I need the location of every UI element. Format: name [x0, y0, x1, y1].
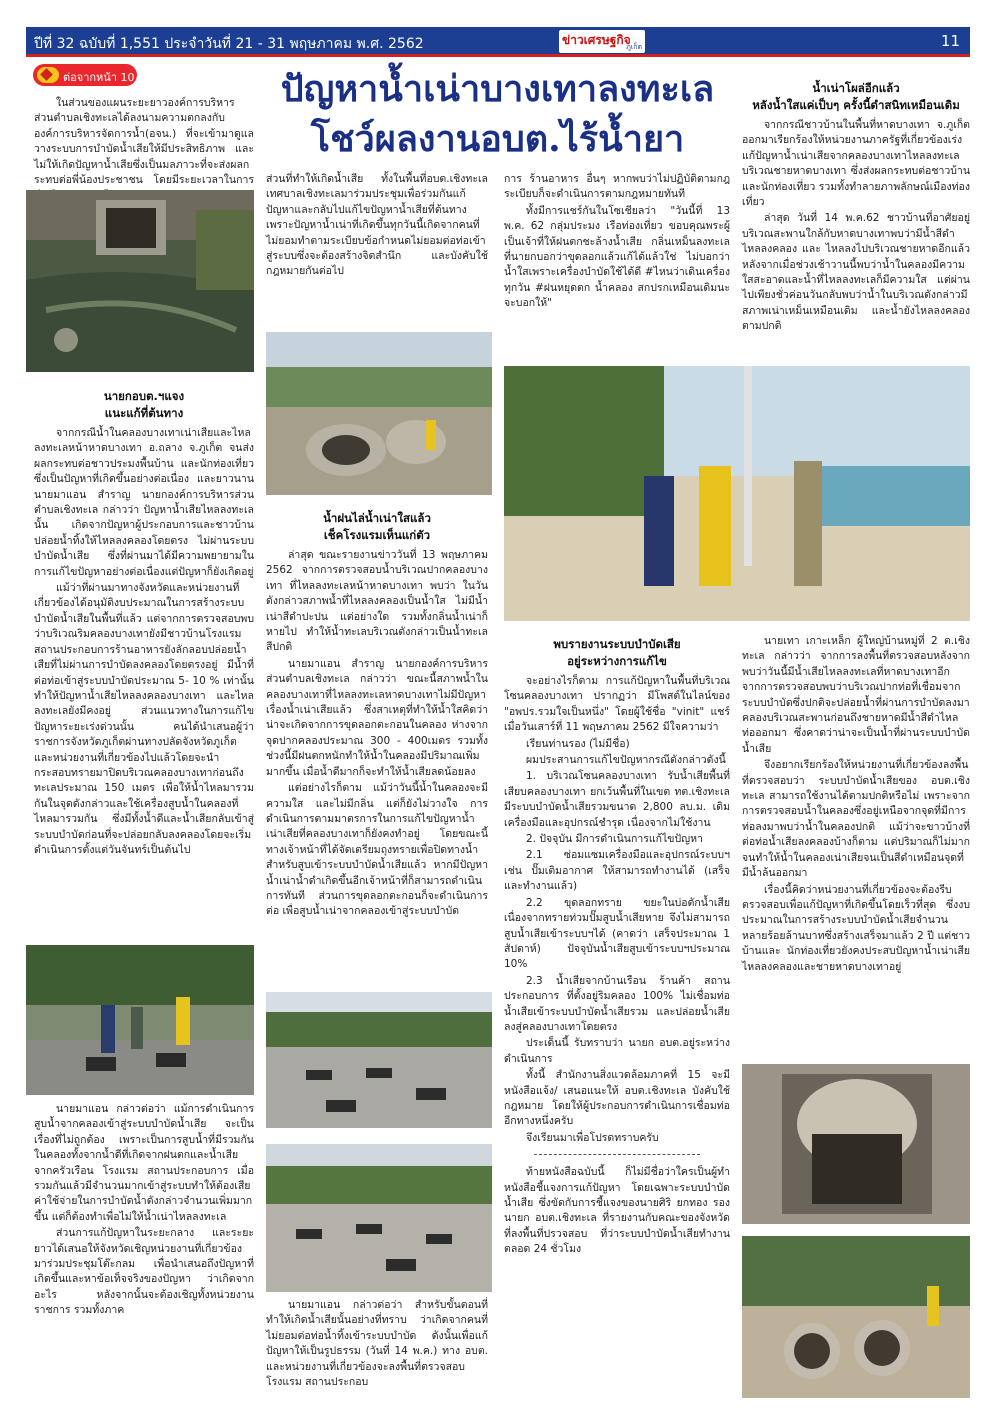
column-1-bottom	[34, 1102, 254, 1320]
column-4-body	[742, 634, 970, 976]
paragraph: 2.2 ขุดลอกทราย ขยะในบ่อดักน้ำเสีย เนื่องจากทรายท่วมปั๊มสูบน้ำเสียหาย จึงไม่สามารถสูบน้ำเสียเข้าระบบฯได้ (คาดว่า เสร็จประมาณ 1 สัปดาห์) ปัจจุบันน้ำเสียสูบเข้าระบบฯประมาณ 10%	[504, 896, 730, 971]
photo-drain-outlet	[26, 190, 254, 372]
paragraph: 2. ปัจจุบัน มีการดำเนินการแก้ไขปัญหา	[526, 833, 703, 846]
page-number: 11	[940, 32, 960, 50]
paragraph: เรียนท่านรอง (ไม่มีชื่อ)	[526, 737, 630, 750]
logo-subtext: ภูเก็ต	[626, 43, 642, 51]
column-2-body	[266, 508, 488, 921]
column-1-intro	[34, 96, 254, 205]
photo-pipes-on-beach	[742, 1236, 970, 1398]
column-1-body	[34, 386, 254, 859]
photo-road-work-site	[266, 1144, 492, 1292]
photo-road-with-covers	[266, 992, 492, 1128]
paragraph: นายมาแอน กล่าวต่อว่า สำหรับขั้นตอนที่ทำให้เกิดน้ำเสียนั้นอย่างที่ทราบ ว่าเกิดจากคนที่ไม่ยอมต่อท่อน้ำทิ้งเข้าระบบบำบัด ดังนั้นเพื่อแก้ปัญหาให้เป็นรูปธรรม (วันที่ 14 พ.ค.) ทาง อบต. และหน่วยงานที่เกี่ยวข้องจะลงพื้นที่ตรวจสอบโรงแรม สถานประกอบ	[266, 1299, 488, 1389]
paragraph: เรื่องนี้คิดว่าหน่วยงานที่เกี่ยวข้องจะต้องรีบตรวจสอบเพื่อแก้ปัญหาที่เกิดขึ้นโดยเร็วที่สุด ซึ่งงบประมาณในการสร้างระบบบำบัดน้ำเสียจำนวนหลายร้อยล้านบาทซึ่งสร้างเสร็จมาแล้ว 2 ปี แต่ชาวบ้านและ นักท่องเที่ยวยังคงประสบปัญหาน้ำเน่าเสียไหลลงคลองและชายหาดบางเทาอยู่	[742, 883, 970, 973]
paragraph: ส่วนที่ทำให้เกิดน้ำเสีย ทั้งในพื้นที่อบต.เชิงทะเลเทศบาลเชิงทะเลมาร่วมประชุมเพื่อร่วมกันแก้ปัญหาและกลับไปแก้ไขปัญหาน้ำเสียที่ต้นทาง เพราะปัญหาน้ำเน่าที่เกิดขึ้นทุกวันนี้เกิดจากคนที่ไม่ยอมทำตามระเบียบข้อกำหนดไม่ยอมต่อท่อเข้าสู่ระบบซึ่งจะต้องสร้างจิตสำนึก และบังคับใช้กฎหมายกันต่อไป	[266, 173, 488, 278]
continued-from-tag	[33, 64, 137, 86]
headline	[250, 64, 745, 164]
paragraph: แต่อย่างไรก็ตาม แม้ว่าวันนี้น้ำในคลองจะมีความใส และไม่มีกลิ่น แต่ก็ยังไม่วางใจ การดำเนินการตามมาตรการในการแก้ไขปัญหาน้ำเน่าเสียที่คลองบางเทาก็ยังคงทำอยู่ โดยขณะนี้ทางเจ้าหน้าที่ได้จัดเตรียมถุงทรายเพื่อปิดทางน้ำสำหรับสูบเข้าระบบบำบัดน้ำเสียแล้ว หากมีปัญหาน้ำเน่าน้ำดำเกิดขึ้นอีกเจ้าหน้าที่ก็สามารถดำเนินการทันที ส่วนการขุดลอกตะกอนก็จะดำเนินการต่อ เพื่อสูบน้ำเน่าจากคลองเข้าสู่ระบบบำบัด	[266, 782, 488, 918]
paragraph: จึงอยากเรียกร้องให้หน่วยงานที่เกี่ยวข้องลงพื้นที่ตรวจสอบว่า ระบบบำบัดน้ำเสียของ อบต.เชิงทะเล สามารถใช้งานได้ตามปกติหรือไม่ เพราะจากการตรวจสอบน้ำในคลองซึ่งอยู่เหนือจากจุดที่มีการท่อลงมาพบว่าน้ำในคลองปกติ แม้ว่าจะขาวบ้างที่ต่อท่อน้ำเสียลงคลองบ้างก็ตาม แต่ปริมาณก็ไม่มากจนทำให้น้ำในคลองเน่าเสียจนเป็นสีดำเหมือนจุดที่มีน้ำล้นออกมา	[742, 759, 970, 880]
column-3-top	[504, 172, 730, 313]
paragraph: ส่วนการแก้ปัญหาในระยะกลาง และระยะยาวได้เสนอให้จังหวัดเชิญหน่วยงานที่เกี่ยวข้องมาร่วมประชุมโต๊ะกลม เพื่อนำเสนอถึงปัญหาที่เกิดขึ้นและหาข้อเท็จจริงของปัญหา ว่าเกิดจากอะไร หลังจากนั้นจะต้องเชิญทั้งหน่วยงานราชการ รวมทั้งภาค	[34, 1227, 254, 1317]
column-3-body	[504, 634, 730, 1259]
logo-text: ข่าวเศรษฐกิจ	[562, 33, 631, 47]
paragraph: แม้ว่าที่ผ่านมาทางจังหวัดและหน่วยงานที่เกี่ยวข้องได้อนุมัติงบประมาณในการสร้างระบบบำบัดน้ำเสียในพื้นที่แล้ว แต่จากการตรวจสอบพบว่าบริเวณริมคลองบางเทายังมีชาวบ้านโรงแรมสถานประกอบการร้านอาหารยังลักลอบปล่อยน้ำเสียที่ไม่ผ่านการบำบัดลงคลองโดยตรงอยู่ มีน้ำที่ต่อท่อเข้าสู่ระบบบำบัดประมาณ 5- 10 % เท่านั้นทำให้ปัญหาน้ำเสียไหลลงคลองบางเทา และไหลลงทะเลยังมีคงอยู่ ส่วนแนวทางในการแก้ไขปัญหาระยะเร่งด่วนนั้น คนได้นำเสนอผู้ว่าราชการจังหวัดภูเก็ตผ่านทางปลัดจังหวัดภูเก็ต และหน่วยงานที่เกี่ยวข้องไปแล้วโดยจะนำกระสอบทรายมาปิดบริเวณคลองบางเทาก่อนถึงทะเลประมาณ 150 เมตร เพื่อให้น้ำไหลมารวมกันในจุดดังกล่าวและใช้เครื่องสูบน้ำในคลองที่ไหลมารวมกัน ซึ่งมีทั้งน้ำดีและน้ำเสียกลับเข้าสู่ระบบบำบัดก่อนที่จะปล่อยกลับลงคลองโดยจะเริ่มดำเนินการตั้งแต่วันจันทร์เป็นต้นไป	[34, 582, 254, 856]
subhead-chief-explains: นายกอบต.ฯแจง แนะแก้ที่ต้นทาง	[103, 389, 185, 420]
issue-line: ปีที่ 32 ฉบับที่ 1,551 ประจำวันที่ 21 - 31 พฤษภาคม พ.ศ. 2562	[34, 36, 424, 52]
newspaper-logo	[559, 30, 645, 53]
subhead-water-rotten-again: น้ำเน่าโผล่อีกแล้ว หลังน้ำใสแค่เป็บๆ ครั้งนี้ดำสนิทเหมือนเดิม	[752, 81, 960, 112]
paragraph: ทั้งมีการแชร์กันในโซเชียลว่า "วันนี้ที่ 13 พ.ค. 62 กลุ่มประมง เรือท่องเที่ยว ขอบคุณพระผู้เป็นเจ้าที่ให้ฝนตกชะล้างน้ำเสีย กลิ่นเหม็นลงทะเล ที่นายกบอกว่าขุดลอกแล้วแก้ได้แล้วใช่ ไม่บอกว่า น้ำใสเพราะเครื่องบำบัดใช้ได้ดี #ไหนว่าเดินเครื่องทุกวัน #ฝนหยุดตก น้ำคลอง สกปรกเหมือนเดิมนะ จะบอกให้"	[504, 204, 730, 310]
divider	[534, 1154, 700, 1155]
paragraph: จึงเรียนมาเพื่อโปรดทราบครับ	[526, 1131, 659, 1144]
paragraph: จากกรณีน้ำในคลองบางเทาเน่าเสียและไหลลงทะเลหน้าหาดบางเทา อ.ถลาง จ.ภูเก็ต จนส่งผลกระทบต่อชาวประมงพื้นบ้าน และนักท่องเที่ยวซึ่งเป็นปัญหาที่เกิดขึ้นอย่างต่อเนื่อง และยาวนาน นายมาแอน สำราญ นายกองค์การบริหารส่วนตำบลเชิงทะเล กล่าวว่า ปัญหาน้ำเสียไหลลงทะเลนั้น เกิดจากปัญหาผู้ประกอบการและชาวบ้านปล่อยน้ำทิ้งให้ไหลลงคลองโดยตรง ไม่ผ่านระบบบำบัดน้ำเสีย ซึ่งที่ผ่านมาได้มีความพยายามในการแก้ไขปัญหาอย่างต่อเนื่องแต่ปัญหาก็ยังเกิดอยู่	[34, 427, 254, 578]
paragraph: ประเด็นนี้ รับทราบว่า นายก อบต.อยู่ระหว่างดำเนินการ	[504, 1037, 730, 1065]
paragraph: นายมาแอน กล่าวต่อว่า แม้การดำเนินการสูบน้ำจากคลองเข้าสู่ระบบบำบัดน้ำเสีย จะเป็นเรื่องที่ไม่ถูกต้อง เพราะเป็นการสูบน้ำที่มีรวมกันในคลองทั้งจากน้ำดีที่เกิดจากฝนตกและน้ำเสียจากครัวเรือน โรงแรม สถานประกอบการ เมื่อรวมกันแล้วมีจำนวนมากเข้าสู่ระบบทำให้ต้องเสียค่าใช้จ่ายในการบำบัดน้ำดังกล่าวจำนวนเพิ่มมากขึ้น แต่ก็ต้องทำเพื่อไม่ให้น้ำเน่าไหลลงทะเล	[34, 1103, 254, 1223]
subhead-rain-clears-water: น้ำฝนไล่น้ำเน่าใสแล้ว เช็คโรงแรมเห็นแก่ตัว	[323, 511, 431, 542]
photo-broken-pipes	[266, 332, 492, 495]
subhead-treatment-report: พบรายงานระบบบำบัดเสีย อยู่ระหว่างการแก้ไข	[553, 637, 681, 668]
column-2-bottom	[266, 1298, 488, 1391]
photo-pipe-outlet	[742, 1064, 970, 1224]
paragraph: ล่าสุด ขณะรายงานข่าววันที่ 13 พฤษภาคม 2562 จากการตรวจสอบน้ำบริเวณปากคลองบางเทา ที่ไหลลงทะเลหน้าหาดบางเทา พบว่า ในวันดังกล่าวสภาพน้ำที่ไหลลงคลองเป็นน้ำใส ไม่มีน้ำเน่าสีดำปะปน แต่อย่างใด รวมทั้งกลิ่นน้ำเน่าก็หายไป ทำให้น้ำทะเลบริเวณดังกล่าวเป็นน้ำทะเลสีปกติ	[266, 549, 488, 654]
paragraph: ทั้งนี้ สำนักงานสิ่งแวดล้อมภาคที่ 15 จะมีหนังสือแจ้ง/ เสนอแนะให้ อบต.เชิงทะเล บังคับใช้กฎหมาย โดยให้ผู้ประกอบการดำเนินการเชื่อมท่ออีกทางหนึ่งครับ	[504, 1069, 730, 1128]
masthead-bar	[26, 27, 970, 57]
intro-paragraph: ในส่วนของแผนระยะยาวองค์การบริหารส่วนตำบลเชิงทะเลได้ลงนามความตกลงกับ องค์การบริหารจัดการน้ำ(อจน.) ที่จะเข้ามาดูแลวางระบบการบำบัดน้ำเสียให้มีประสิทธิภาพ และไม่ให้เกิดปัญหาน้ำเสียซึ่งเป็นมลภาวะที่จะส่งผลกระทบต่อพี่น้องประชาชน โดยมีระยะเวลาในการ	[34, 97, 254, 187]
photo-officials-on-road	[26, 945, 254, 1095]
paragraph: 1. บริเวณโซนคลองบางเทา รับน้ำเสียพื้นที่เสียบคลองบางเทา ยกเว้นพื้นที่ในเขต ทต.เชิงทะเล มีระบบบำบัดน้ำเสียรวมขนาด 2,800 ลบ.ม. เดิมเครื่องมือและอุปกรณ์ชำรุด เนื่องจากไม่ใช้งาน	[504, 770, 730, 829]
paragraph: นายมาแอน สำราญ นายกองค์การบริหารส่วนตำบลเชิงทะเล กล่าวว่า ขณะนี้สภาพน้ำในคลองบางเทาที่ไหลลงทะเลหาดบางเทาไม่มีปัญหาเรื่องน้ำเน่าเสียแล้ว ซึ่งสาเหตุที่ทำให้น้ำใสคิดว่า น่าจะเกิดจากการขุดลอกตะกอนในคลอง ห่างจากจุดปากคลองประมาณ 300 - 400เมตร รวมทั้งช่วงนี้มีฝนตกหนักทำให้น้ำในคลองมีปริมาณเพิ่มมากขึ้น เมื่อน้ำดีมากก็จะทำให้น้ำเสียลดน้อยลง	[266, 657, 488, 778]
column-2-top	[266, 172, 488, 281]
photo-beach-inspection	[504, 366, 970, 621]
paragraph: ท้ายหนังสือฉบับนี้ ก็ไม่มีชื่อว่าใครเป็นผู้ทำหนังสือชี้แจงการแก้ปัญหา โดยเฉพาะระบบบำบัดน้ำเสีย ซึ่งขัดกับการชี้แจงของนายศิริ ยกทอง รองนายก อบต.เชิงทะเล ที่รายงานกับคณะของจังหวัดที่ลงพื้นที่ปรวจสอบ ที่ว่าระบบบำบัดน้ำเสียทำงานตลอด 24 ชั่วโมง	[504, 1166, 730, 1256]
column-4-top	[742, 78, 970, 336]
paragraph: ผมประสานการแก้ไขปัญหากรณีดังกล่าวดังนี้	[526, 754, 726, 767]
paragraph: นายเทา เกาะเหล็ก ผู้ใหญ่บ้านหมู่ที่ 2 ต.เชิงทะเล กล่าวว่า จากการลงพื้นที่ตรวจสอบหลังจากพบว่าวันนี้มีน้ำเสียไหลลงทะเลที่หาดบางเทาอีก จากการตรวจสอบพบว่าบริเวณปากท่อที่เชื่อมจากระบบบำบัดซึ่งปกติจะปล่อยน้ำที่ผ่านการบำบัดลงมาคลองบริเวณสะพานก่อนถึงชายหาดมีน้ำสีดำไหลท่อออกมา ซึ่งคาดว่าน่าจะเป็นน้ำที่ผ่านระบบบำบัดน้ำเสีย	[742, 635, 970, 755]
paragraph: จะอย่างไรก็ตาม การแก้ปัญหาในพื้นที่บริเวณโซนคลองบางเทา ปรากฏว่า มีโพสต์ในไลน์ของ "อพปร.รวมใจเป็นหนึ่ง" โดยผู้ใช้ชื่อ "vinit" แชร์เมื่อวันเสาร์ที่ 11 พฤษภาคม 2562 มีใจความว่า	[504, 675, 730, 734]
paragraph: 2.3 น้ำเสียจากบ้านเรือน ร้านค้า สถานประกอบการ ที่ตั้งอยู่ริมคลอง 100% ไม่เชื่อมท่อน้ำเสียเข้าระบบบำบัดน้ำเสียรวม และปล่อยน้ำเสียลงสู่คลองบางเทาโดยตรง	[504, 974, 730, 1033]
headline-line-2: โชว์ผลงานอบต.ไร้น้ำยา	[310, 118, 685, 160]
paragraph: จากกรณีชาวบ้านในพื้นที่หาดบางเทา จ.ภูเก็ต ออกมาเรียกร้องให้หน่วยงานภาครัฐที่เกี่ยวข้องเร่งแก้ปัญหาน้ำเน่าเสียจากคลองบางเทาไหลลงทะเลบริเวณชายหาดบางเทา ซึ่งส่งผลกระทบต่อชาวบ้านและนักท่องเที่ยว รวมทั้งทำลายภาพลักษณ์เมืองท่องเที่ยว	[742, 119, 970, 209]
diamond-icon	[37, 67, 59, 83]
continued-from-label: ต่อจากหน้า 10	[63, 71, 135, 84]
headline-line-1: ปัญหาน้ำเน่าบางเทาลงทะเล	[280, 68, 715, 110]
paragraph: การ ร้านอาหาร อื่นๆ หากพบว่าไม่ปฏิบัติตามกฎระเบียบก็จะดำเนินการตามกฎหมายทันที	[504, 173, 730, 201]
paragraph: ล่าสุด วันที่ 14 พ.ค.62 ชาวบ้านที่อาศัยอยู่บริเวณสะพานใกล้กับหาดบางเทาพบว่ามีน้ำสีดำไหลลงคลอง และ ไหลลงไปบริเวณชายหาดอีกแล้ว หลังจากเมื่อช่วงเช้าวานนี้พบว่าน้ำในคลองมีความใสสะอาดและน้ำที่ไหลลงทะเลก็มีความใส แต่ผ่านไปเพียงชั่วค่อนวันกลับพบว่าน้ำในบริเวณดังกล่าวมีสภาพเน่าเหม็นเหมือนเดิม และน้ำยังไหลลงคลองตามปกติ	[742, 212, 970, 333]
paragraph: 2.1 ซ่อมแซมเครื่องมือและอุปกรณ์ระบบฯ เช่น ปั๊มเติมอากาศ ให้สามารถทำงานได้ (เสร็จและทำงานแล้ว)	[504, 849, 730, 893]
